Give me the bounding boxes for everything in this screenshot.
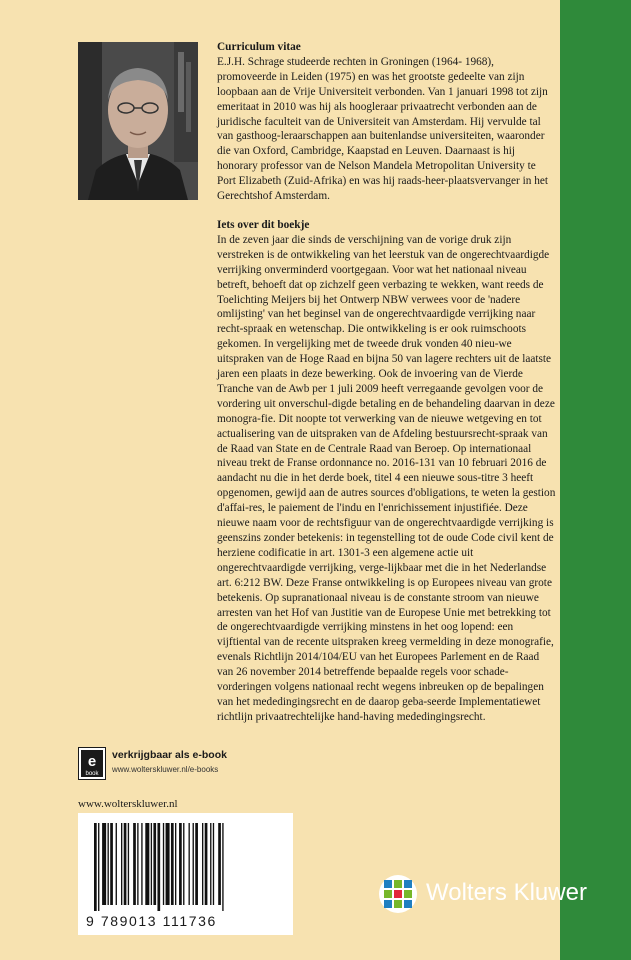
barcode-bar [218,823,221,905]
barcode-bar [102,823,106,905]
e-book-icon [78,747,106,780]
svg-text:e: e [87,753,97,770]
barcode-bar [166,823,170,905]
about-heading: Iets over dit boekje [217,218,310,231]
barcode-bar [175,823,176,905]
barcode-bar [193,823,194,905]
barcode-digits: 9 789013 111736 [86,913,217,929]
barcode-bar [153,823,156,905]
ebook-title: verkrijgbaar als e-book [112,749,227,761]
cv-heading: Curriculum vitae [217,41,301,53]
barcode-bar [141,823,142,905]
publisher-url[interactable]: www.wolterskluwer.nl [78,798,178,810]
barcode-bar [222,823,223,911]
barcode-bar [189,823,190,905]
barcode-bars [92,823,280,911]
wolters-kluwer-logo-text: Wolters Kluwer [426,879,587,906]
barcode-bar [137,823,138,905]
about-text: In de zeven jaar die sinds de verschijning van de vorige druk zijn verstreken is de ontwikkeling van het leerstuk van de ongerechtvaardigde verrijking onverminderd voortgegaan. Voor wat het nationaal niveau betreft, behoeft dat op zichzelf geen verbazing te wekken, want reeds de Toelichting Meijers bij het Ontwerp NBW verwees voor de 'nadere omlijsting' van het beginsel van de ongerechtvaardigde verrijking naar recht-spraak en wetenschap. Die ontwikkeling is er ook ruimschoots gekomen. In vergelijking met de tweede druk vonden 40 nieu-we uitspraken van de Hoge Raad en bijna 50 van lagere rechters uit de laatste jaren een plaats in deze bewerking. Ook de invoering van de Vierde Tranche van de Awb per 1 juli 2009 heeft verregaande gevolgen voor de vordering uit onverschul-digde betaling en de behandeling daarvan in deze monogra-fie. Dit noopte tot verwerking van de nieuwe wetgeving en tot actualisering van de uitspraken van de Afdeling bestuursrecht-spraak van de Raad van State en de Centrale Raad van Beroep. Op internationaal niveau trekt de Franse ordonnance no. 2016-131 van 10 februari 2016 de aandacht nu die in het derde boek, titel 4 een nieuwe sous-titre 3 heeft opgenomen, gewijd aan de autres sources d'obligations, te weten la gestion d'affai-res, le paiement de l'indu en l'enrichissement injustifiée. Deze nieuwe naam voor de rechtsfiguur van de ongerechtvaardigde verrijking is geenszins zonder betekenis: in tegenstelling tot de oude Code civil kent de herziene codificatie in art. 1301-3 een algemene actie uit ongerechtvaardigde verrijking, verge-lijkbaar met die in het Nederlandse art. 6:212 BW. Deze Franse ontwikkeling is op Europees niveau van grote betekenis. Op supranationaal niveau is de constante stroom van nieuwe arresten van het Hof van Justitie van de Europese Unie met betrekking tot de ongerechtvaardigde verrijking minstens in het oog lopend: een vijftiental van de recente uitspraken kreeg vermelding in deze monografie, evenals Richtlijn 2014/104/EU van het Europees Parlement en de Raad van 26 november 2014 betreffende bepaalde regels voor schade-vorderingen volgens nationaal recht wegens inbreuken op de bepalingen van het mededingingsrecht en de daarop geba-seerde Implementatiewet richtlijn privaatrechtelijke hand-having mededingingsrecht. [217,233,556,723]
barcode-bar [157,823,160,911]
barcode-bar [128,823,129,905]
barcode-bar [179,823,182,905]
wolters-kluwer-logo-icon [378,874,418,914]
barcode-bar [171,823,174,905]
barcode-bar [195,823,198,905]
barcode-bar [108,823,109,905]
wolters-kluwer-logo [378,874,618,916]
barcode-bar [98,823,99,911]
barcode-bar [151,823,152,905]
barcode [78,813,293,935]
barcode-bar [183,823,184,905]
spine-green-strip [560,0,631,960]
cv-text: E.J.H. Schrage studeerde rechten in Groningen (1964- 1968), promoveerde in Leiden (1975) en was het grootste gedeelte van zijn loopbaan aan de Vrije Universiteit verbonden. Van 1 januari 1998 tot zijn emeritaat in 2010 was hij als hoogleraar privaatrecht verbonden aan de juridische faculteit van de Universiteit van Amsterdam. Hij vervulde tal van gasthoog-leraarschappen aan buitenlandse universiteiten, waaronder die van Oxford, Cambridge, Kaapstad en Leuven. Daarnaast is hij honorary professor van de Nelson Mandela Metropolitan University te Port Elizabeth (Zuid-Afrika) en was hij raads-heer-plaatsvervanger in het Gerechtshof Amsterdam. [217,55,549,203]
barcode-bar [163,823,164,905]
barcode-bar [202,823,203,905]
barcode-bar [124,823,127,905]
barcode-bar [210,823,211,905]
ebook-url[interactable]: www.wolterskluwer.nl/e-books [112,765,219,774]
barcode-bar [121,823,122,905]
barcode-bar [116,823,117,905]
barcode-bar [205,823,208,905]
barcode-bar [94,823,97,911]
barcode-bar [145,823,149,905]
e-book-icon-label: book [85,771,99,777]
barcode-bar [110,823,113,905]
back-cover-text [217,40,556,725]
barcode-bar [213,823,214,905]
barcode-bar [133,823,136,905]
author-photo [78,42,198,200]
